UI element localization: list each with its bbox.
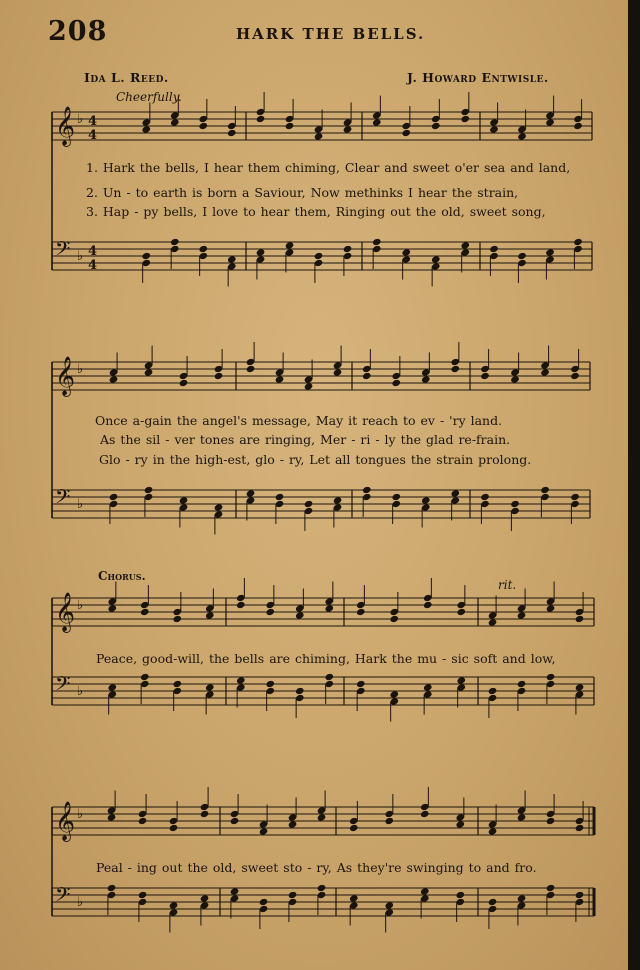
verse-1-line-1: 1. Hark the bells, I hear them chiming, Clear and sweet o'er sea and land, [86, 160, 571, 175]
treble-clef: 𝄞 [55, 356, 76, 396]
bass-clef: 𝄢 [55, 672, 71, 700]
note-head [343, 125, 353, 133]
lyricist-credit: Ida L. Reed. [84, 70, 169, 85]
note-head [109, 375, 119, 383]
note-head [227, 255, 237, 263]
note-head [349, 824, 359, 832]
note-head [389, 615, 399, 623]
note-head [141, 125, 151, 133]
note-head [573, 238, 583, 246]
note-head [172, 615, 182, 623]
note-head [138, 891, 148, 899]
note-head [575, 683, 585, 691]
note-head [460, 241, 470, 249]
note-head [265, 608, 275, 616]
key-flat: ♭ [77, 684, 84, 699]
key-flat: ♭ [77, 497, 84, 512]
note-head [460, 115, 470, 123]
note-head [304, 382, 314, 390]
note-head [421, 375, 431, 383]
note-head [389, 690, 399, 698]
note-head [314, 252, 324, 260]
tempo-marking: Cheerfully. [116, 90, 182, 104]
note-head [107, 683, 117, 691]
key-flat: ♭ [77, 249, 84, 264]
note-head [285, 241, 295, 249]
note-head [198, 245, 208, 253]
note-head [546, 884, 556, 892]
note-head [546, 673, 556, 681]
note-head [205, 683, 215, 691]
note-head [489, 125, 499, 133]
note-head [488, 687, 498, 695]
note-head [455, 891, 465, 899]
verse-3-line-1: 3. Hap - py bells, I love to hear them, Ringing out the old, sweet song, [86, 204, 546, 219]
note-head [333, 496, 343, 504]
note-head [140, 673, 150, 681]
note-head [205, 611, 215, 619]
note-head [256, 248, 266, 256]
note-head [575, 891, 585, 899]
note-head [295, 611, 305, 619]
note-head [304, 500, 314, 508]
chorus-label: Chorus. [98, 569, 146, 583]
note-head [314, 132, 324, 140]
note-head [179, 379, 189, 387]
note-head [488, 618, 498, 626]
chorus-line-2: Peal - ing out the old, sweet sto - ry, As they're swinging to and fro. [96, 860, 537, 875]
note-head [141, 252, 151, 260]
note-head [343, 245, 353, 253]
note-head [517, 252, 527, 260]
note-head [575, 615, 585, 623]
note-head [575, 824, 585, 832]
note-head [179, 496, 189, 504]
note-head [140, 608, 150, 616]
note-head [170, 118, 180, 126]
key-flat: ♭ [77, 362, 84, 377]
note-head [570, 372, 580, 380]
note-head [456, 608, 466, 616]
key-flat: ♭ [77, 112, 84, 127]
verse-3-line-2: Glo - ry in the high-est, glo - ry, Let all tongues the strain prolong. [99, 452, 532, 467]
note-head [288, 891, 298, 899]
note-head [144, 486, 154, 494]
page-number: 208 [48, 16, 108, 47]
note-head [540, 368, 550, 376]
composer-credit: J. Howard Entwisle. [407, 70, 549, 85]
note-head [230, 817, 240, 825]
note-head [362, 486, 372, 494]
note-head [423, 683, 433, 691]
note-head [489, 245, 499, 253]
note-head [107, 813, 117, 821]
note-head [356, 608, 366, 616]
note-head [317, 813, 327, 821]
note-head [450, 365, 460, 373]
note-head [545, 248, 555, 256]
note-head [356, 680, 366, 688]
note-head [236, 676, 246, 684]
note-head [431, 122, 441, 130]
note-head [227, 129, 237, 137]
note-head [450, 489, 460, 497]
verse-1-line-2: Once a-gain the angel's message, May it reach to ev - 'ry land. [95, 413, 503, 428]
note-head [384, 817, 394, 825]
note-head [172, 680, 182, 688]
note-head [423, 601, 433, 609]
note-head [230, 887, 240, 895]
note-head [265, 680, 275, 688]
note-head [488, 827, 498, 835]
note-head [107, 884, 117, 892]
note-head [200, 810, 210, 818]
note-head [456, 676, 466, 684]
note-head [372, 238, 382, 246]
note-head [109, 493, 119, 501]
note-head [169, 901, 179, 909]
note-head [545, 118, 555, 126]
note-head [288, 820, 298, 828]
time-signature-bottom: 4 [88, 128, 98, 143]
note-head [517, 813, 527, 821]
note-head [275, 493, 285, 501]
treble-clef: 𝄞 [55, 801, 76, 841]
note-head [546, 604, 556, 612]
note-head [391, 379, 401, 387]
note-head [170, 238, 180, 246]
note-head [214, 372, 224, 380]
note-head [420, 810, 430, 818]
note-head [275, 375, 285, 383]
note-head [144, 368, 154, 376]
note-head [401, 248, 411, 256]
note-head [324, 604, 334, 612]
note-head [573, 122, 583, 130]
note-head [259, 827, 269, 835]
chorus-line-1: Peace, good-will, the bells are chiming, Hark the mu - sic soft and low, [96, 651, 556, 666]
note-head [540, 486, 550, 494]
note-head [401, 129, 411, 137]
note-head [295, 687, 305, 695]
note-head [198, 122, 208, 130]
bass-clef: 𝄢 [55, 485, 71, 513]
note-head [391, 493, 401, 501]
note-head [546, 817, 556, 825]
note-head [384, 901, 394, 909]
note-head [480, 493, 490, 501]
time-signature-bottom: 4 [88, 258, 98, 273]
note-head [138, 817, 148, 825]
verse-2-line-1: 2. Un - to earth is born a Saviour, Now methinks I hear the strain, [86, 185, 519, 200]
note-head [488, 898, 498, 906]
note-head [324, 673, 334, 681]
note-head [517, 894, 527, 902]
note-head [236, 601, 246, 609]
note-head [107, 604, 117, 612]
note-head [570, 493, 580, 501]
treble-clef: 𝄞 [55, 106, 76, 146]
treble-clef: 𝄞 [55, 592, 76, 632]
note-head [169, 824, 179, 832]
time-signature-top: 4 [88, 114, 98, 129]
verse-2-line-2: As the sil - ver tones are ringing, Mer - ri - ly the glad re-frain. [100, 432, 511, 447]
note-head [285, 122, 295, 130]
note-head [421, 496, 431, 504]
note-head [517, 132, 527, 140]
note-head [517, 611, 527, 619]
note-head [455, 820, 465, 828]
key-flat: ♭ [77, 807, 84, 822]
hymn-title: HARK THE BELLS. [236, 25, 426, 43]
note-head [420, 887, 430, 895]
key-flat: ♭ [77, 895, 84, 910]
note-head [246, 365, 256, 373]
note-head [517, 680, 527, 688]
note-head [362, 372, 372, 380]
note-head [246, 489, 256, 497]
bass-clef: 𝄢 [55, 883, 71, 911]
ritardando-marking: rit. [498, 578, 517, 592]
key-flat: ♭ [77, 598, 84, 613]
note-head [259, 898, 269, 906]
note-head [510, 500, 520, 508]
note-head [214, 503, 224, 511]
note-head [200, 894, 210, 902]
note-head [510, 375, 520, 383]
note-head [431, 255, 441, 263]
bass-clef: 𝄢 [55, 237, 71, 265]
note-head [333, 368, 343, 376]
note-head [480, 372, 490, 380]
note-head [256, 115, 266, 123]
note-head [372, 118, 382, 126]
note-head [349, 894, 359, 902]
time-signature-top: 4 [88, 244, 98, 259]
note-head [317, 884, 327, 892]
